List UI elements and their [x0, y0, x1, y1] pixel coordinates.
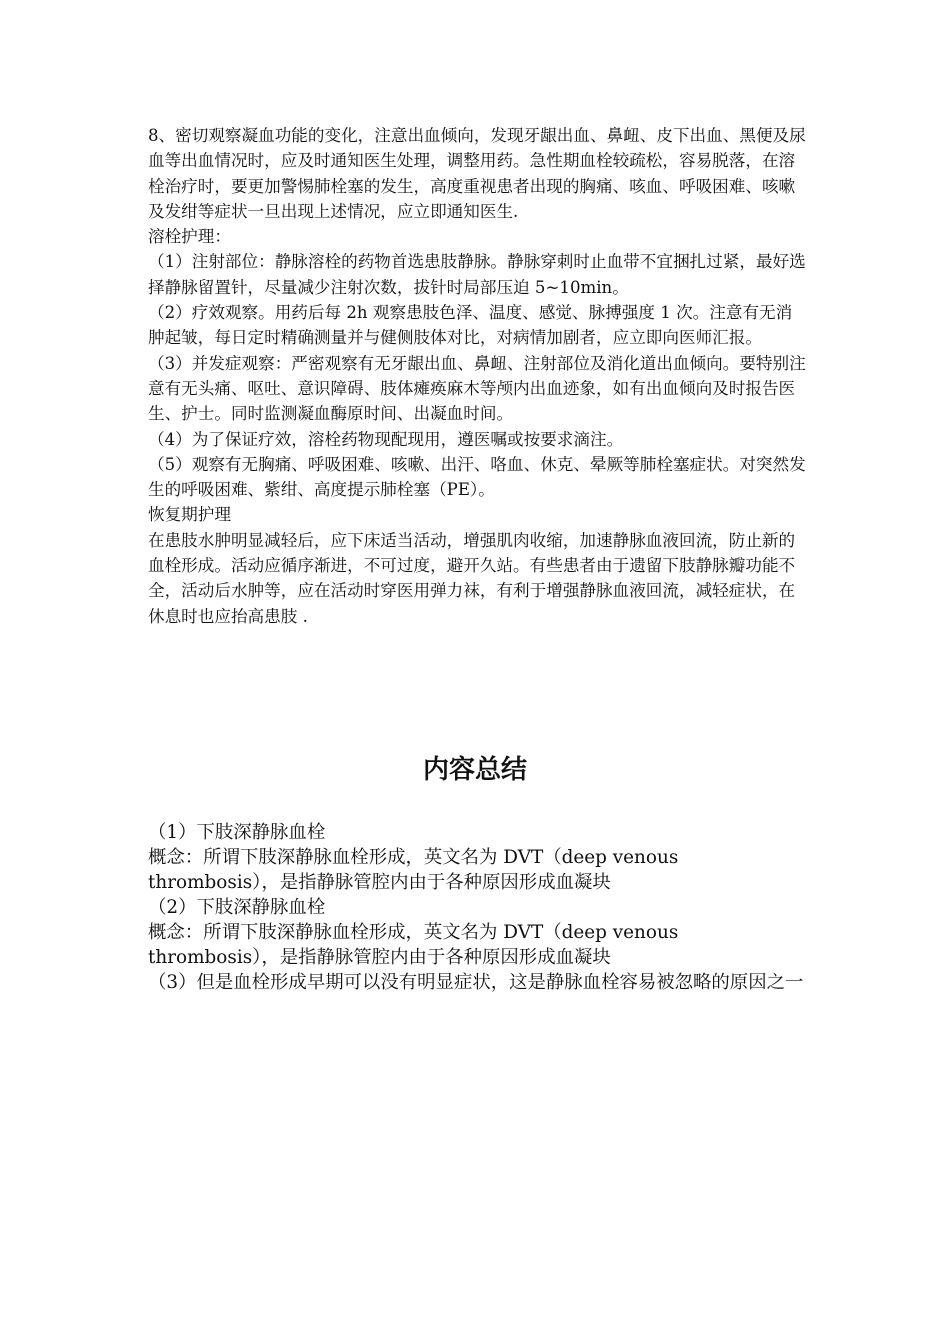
- summary-line: （1）下肢深静脉血栓: [148, 822, 326, 843]
- summary-title: 内容总结: [422, 755, 527, 785]
- paragraph-complication-observation: （3）并发症观察：严密观察有无牙龈出血、鼻衄、注射部位及消化道出血倾向。要特别注意有无头痛、呕吐、意识障碍、肢体瘫痪麻木等颅内出血迹象，如有出血倾向及时报告医生、护士。同时监测凝血酶原时间、出凝血时间。: [148, 353, 806, 424]
- paragraph-pulmonary-embolism: （5）观察有无胸痛、呼吸困难、咳嗽、出汗、咯血、休克、晕厥等肺栓塞症状。对突然发生的呼吸困难、紫绀、高度提示肺栓塞（PE）。: [148, 454, 806, 500]
- paragraph-coagulation-monitoring: 8、密切观察凝血功能的变化，注意出血倾向，发现牙龈出血、鼻衄、皮下出血、黑便及尿血等出血情况时，应及时通知医生处理，调整用药。急性期血栓较疏松，容易脱落，在溶栓治疗时，要更加警惕肺栓塞的发生，高度重视患者出现的胸痛、咳血、呼吸困难、咳嗽及发绀等症状一旦出现上述情况，应立即通知医生.: [148, 126, 806, 221]
- heading-recovery-nursing: 恢复期护理: [148, 505, 231, 525]
- paragraph-efficacy-observation: （2）疗效观察。用药后每 2h 观察患肢色泽、温度、感觉、脉搏强度 1 次。注意有无消肿起皱，每日定时精确测量并与健侧肢体对比，对病情加剧者，应立即向医师汇报。: [148, 303, 793, 348]
- summary-line: （2）下肢深静脉血栓: [148, 897, 326, 918]
- paragraph-drug-preparation: （4）为了保证疗效，溶栓药物现配现用，遵医嘱或按要求滴注。: [148, 429, 624, 449]
- summary-line: （3）但是血栓形成早期可以没有明显症状，这是静脉血栓容易被忽略的原因之一: [148, 972, 804, 993]
- summary-content: [148, 820, 813, 995]
- summary-line: 概念：所谓下肢深静脉血栓形成，英文名为 DVT（deep venous thrombosis），是指静脉管腔内由于各种原因形成血凝块: [148, 847, 679, 893]
- summary-line: 概念：所谓下肢深静脉血栓形成，英文名为 DVT（deep venous thrombosis），是指静脉管腔内由于各种原因形成血凝块: [148, 922, 679, 968]
- nursing-content: [148, 123, 808, 629]
- paragraph-injection-site: （1）注射部位：静脉溶栓的药物首选患肢静脉。静脉穿刺时止血带不宜捆扎过紧，最好选择静脉留置针，尽量减少注射次数，拔针时局部压迫 5~10min。: [148, 252, 806, 297]
- paragraph-recovery-activity: 在患肢水肿明显减轻后，应下床适当活动，增强肌肉收缩，加速静脉血液回流，防止新的血栓形成。活动应循序渐进，不可过度，避开久站。有些患者由于遗留下肢静脉瓣功能不全，活动后水肿等，应在活动时穿医用弹力袜，有利于增强静脉血液回流，减轻症状，在休息时也应抬高患肢 .: [148, 530, 796, 626]
- heading-thrombolysis-nursing: 溶栓护理：: [148, 227, 231, 247]
